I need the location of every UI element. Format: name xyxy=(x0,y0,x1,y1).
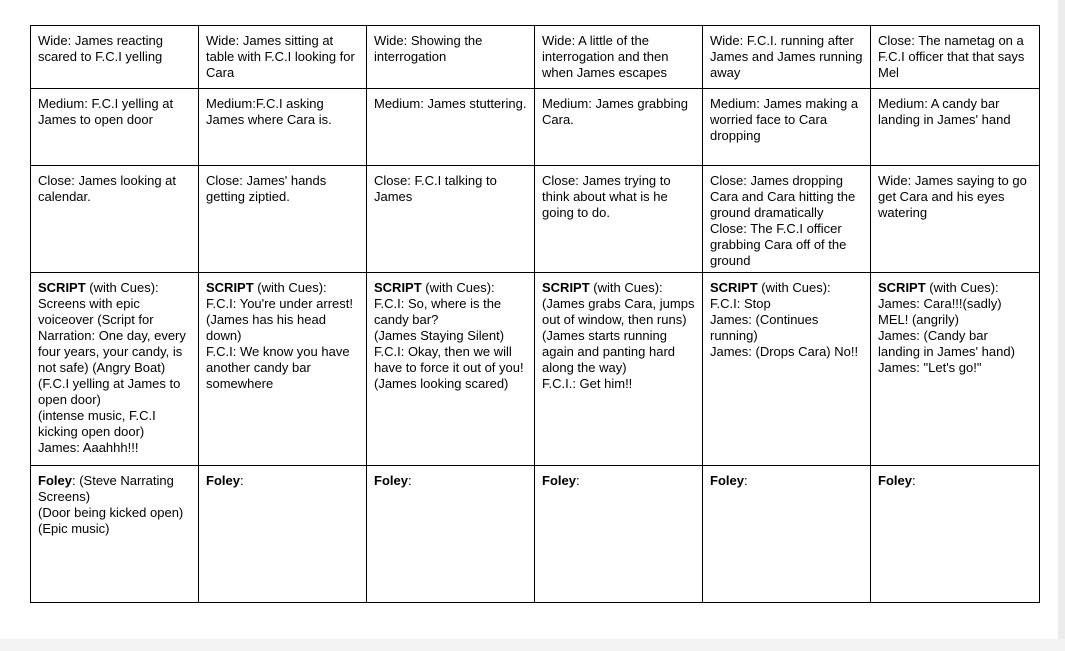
shot-cell: Close: James looking at calendar. xyxy=(31,166,199,273)
shot-cell: Medium: A candy bar landing in James' hand xyxy=(871,89,1040,166)
foley-label-suffix: : xyxy=(575,473,580,488)
storyboard-table xyxy=(30,25,1040,603)
shot-cell: Medium:F.C.I asking James where Cara is. xyxy=(199,89,367,166)
foley-label-suffix: : xyxy=(71,473,76,488)
script-label: SCRIPT xyxy=(38,280,86,295)
shot-cell: Close: F.C.I talking to James xyxy=(367,166,535,273)
shot-cell: Medium: James making a worried face to Cara dropping xyxy=(703,89,871,166)
shot-row-close xyxy=(31,166,1040,273)
script-text: F.C.I: So, where is the candy bar? (James Staying Silent) F.C.I: Okay, then we will have to force it out of you! (James looking scared) xyxy=(374,296,524,391)
foley-cell xyxy=(31,466,199,603)
foley-label-suffix: : xyxy=(743,473,748,488)
foley-label: Foley xyxy=(374,473,408,488)
shot-cell: Wide: A little of the interrogation and then when James escapes xyxy=(535,26,703,89)
shot-cell: Medium: F.C.I yelling at James to open door xyxy=(31,89,199,166)
shot-cell: Wide: James saying to go get Cara and his eyes watering xyxy=(871,166,1040,273)
shot-cell: Close: James dropping Cara and Cara hitting the ground dramatically Close: The F.C.I officer grabbing Cara off of the ground xyxy=(703,166,871,273)
foley-label-suffix: : xyxy=(911,473,916,488)
foley-label: Foley xyxy=(710,473,744,488)
script-label-suffix: (with Cues): xyxy=(925,280,999,295)
script-label-suffix: (with Cues): xyxy=(421,280,495,295)
script-label: SCRIPT xyxy=(710,280,758,295)
script-label: SCRIPT xyxy=(878,280,926,295)
foley-label: Foley xyxy=(38,473,72,488)
foley-label: Foley xyxy=(542,473,576,488)
script-label: SCRIPT xyxy=(206,280,254,295)
script-label: SCRIPT xyxy=(542,280,590,295)
script-text: James: Cara!!!(sadly) MEL! (angrily) James: (Candy bar landing in James' hand) James: "Let's go!" xyxy=(878,296,1015,375)
script-text: F.C.I: Stop James: (Continues running) James: (Drops Cara) No!! xyxy=(710,296,859,359)
shot-cell: Wide: Showing the interrogation xyxy=(367,26,535,89)
shot-cell: Wide: James reacting scared to F.C.I yelling xyxy=(31,26,199,89)
foley-cell xyxy=(199,466,367,603)
shot-cell: Medium: James grabbing Cara. xyxy=(535,89,703,166)
foley-text: (Steve Narrating Screens) (Door being kicked open) (Epic music) xyxy=(38,473,184,536)
shot-cell: Close: James' hands getting ziptied. xyxy=(199,166,367,273)
script-cell xyxy=(871,273,1040,466)
shot-cell: Close: James trying to think about what is he going to do. xyxy=(535,166,703,273)
script-cell xyxy=(367,273,535,466)
script-text: (James grabs Cara, jumps out of window, then runs) (James starts running again and panting hard along the way) F.C.I.: Get him!! xyxy=(542,296,695,391)
shot-cell: Close: The nametag on a F.C.I officer that that says Mel xyxy=(871,26,1040,89)
shot-row-medium xyxy=(31,89,1040,166)
shot-cell: Medium: James stuttering. xyxy=(367,89,535,166)
shot-cell: Wide: F.C.I. running after James and James running away xyxy=(703,26,871,89)
script-cell xyxy=(31,273,199,466)
foley-label: Foley xyxy=(878,473,912,488)
script-text: Screens with epic voiceover (Script for Narration: One day, every four years, your candy, is not safe) (Angry Boat) (F.C.I yelling at James to open door) (intense music, F.C.I kicking open door) James: Aaahhh!!! xyxy=(38,296,186,455)
foley-label-suffix: : xyxy=(239,473,244,488)
script-label-suffix: (with Cues): xyxy=(589,280,663,295)
foley-cell xyxy=(871,466,1040,603)
scroll-gutter xyxy=(1058,0,1065,651)
script-label: SCRIPT xyxy=(374,280,422,295)
script-cell xyxy=(535,273,703,466)
shot-row-wide xyxy=(31,26,1040,89)
shot-cell: Wide: James sitting at table with F.C.I looking for Cara xyxy=(199,26,367,89)
foley-label: Foley xyxy=(206,473,240,488)
page-bottom-edge xyxy=(0,639,1065,651)
foley-label-suffix: : xyxy=(407,473,412,488)
foley-cell xyxy=(535,466,703,603)
script-text: F.C.I: You're under arrest! (James has his head down) F.C.I: We know you have another candy bar somewhere xyxy=(206,296,354,391)
script-label-suffix: (with Cues): xyxy=(253,280,327,295)
script-label-suffix: (with Cues): xyxy=(757,280,831,295)
script-cell xyxy=(199,273,367,466)
foley-cell xyxy=(703,466,871,603)
script-label-suffix: (with Cues): xyxy=(85,280,159,295)
foley-cell xyxy=(367,466,535,603)
foley-row xyxy=(31,466,1040,603)
script-row xyxy=(31,273,1040,466)
script-cell xyxy=(703,273,871,466)
